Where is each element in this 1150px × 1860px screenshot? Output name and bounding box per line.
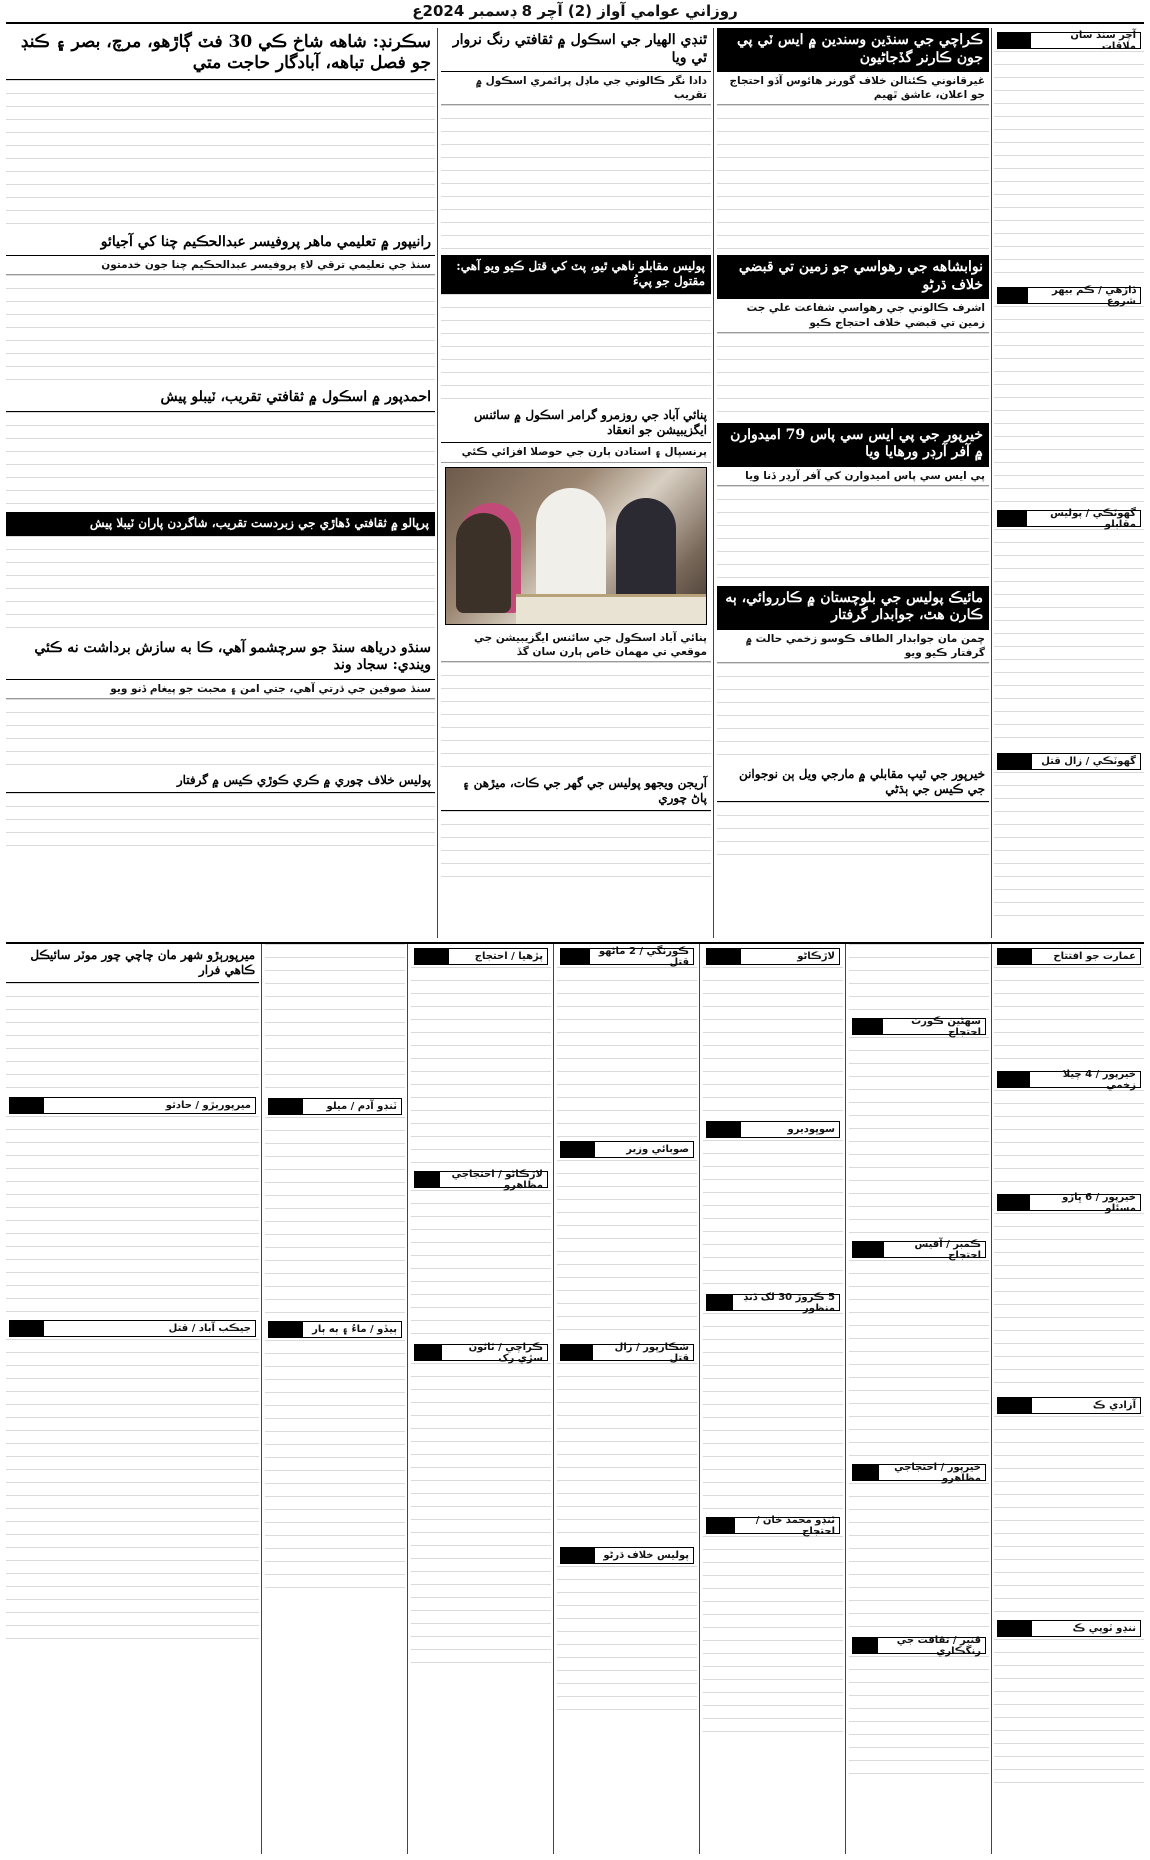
article-body [557, 967, 697, 1137]
article-body [849, 1656, 989, 1776]
headline: آريجن ويجهو پوليس جي گهر جي ڪات، ميڙهن ۽ پاڻ چوري [441, 772, 711, 811]
article-body [703, 1536, 843, 1736]
subheadline: اشرف ڪالوني جي رهواسي شفاعت علي جت زمين تي قبضي خلاف احتجاج ڪيو [717, 299, 989, 332]
dateline-tag [414, 1168, 548, 1191]
tag-label: ٽنڊو آدم / ميلو [326, 1101, 397, 1112]
tag-label: خيرپور / احتجاجي مظاهرو [894, 1461, 981, 1484]
tag-label: عمارت جو افتتاح [1053, 951, 1136, 962]
masthead: روزاني عوامي آواز (2) آچر 8 ڊسمبر 2024ع [6, 0, 1144, 24]
tag-label: ميرپورٻڙو / حادثو [165, 1100, 251, 1111]
dateline-tag [560, 945, 694, 968]
tag-label: جيڪب آباد / قتل [168, 1323, 251, 1334]
dateline-tag [706, 1514, 840, 1537]
dateline-tag [997, 1397, 1141, 1414]
tag-black-block [10, 1098, 44, 1113]
column-rule [713, 28, 714, 938]
article-body [994, 1639, 1144, 1789]
tag-black-block [707, 1122, 741, 1137]
article-body [6, 983, 259, 1093]
headline: پنائي آباد جي روزمرو گرامر اسڪول ۾ سائنس ايگزيبيشن جو انعقاد [441, 404, 711, 443]
dateline-tag [852, 1015, 986, 1038]
headline: خيرپور جي پي ايس سي پاس 79 اميدوارن ۾ آفر آرڊر ورهايا ويا [717, 423, 989, 467]
bottom-col-2 [849, 944, 989, 1854]
photo-figure [536, 488, 606, 608]
dateline-tag [997, 948, 1141, 965]
article-body [265, 1117, 405, 1317]
tag-black-block [853, 1242, 884, 1257]
article-body [6, 1116, 259, 1316]
tag-label: گهوٽڪي / پوليس مقابلو [1050, 507, 1136, 530]
column-rule [407, 944, 408, 1854]
bottom-col-1 [994, 944, 1144, 1854]
bottom-col-5 [411, 944, 551, 1854]
column-rule [845, 944, 846, 1854]
dateline-tag [997, 29, 1141, 52]
tag-black-block [707, 1518, 735, 1533]
article-body [994, 772, 1144, 922]
headline: مائيڪ پوليس جي بلوچستان ۾ ڪارروائي، ٻه ڪارن هٿ، جوابدار گرفتار [717, 586, 989, 630]
tag-black-block [998, 1398, 1032, 1413]
column-rule [261, 944, 262, 1854]
headline: احمدپور ۾ اسڪول ۾ ثقافتي تقريب، ٽيبلو پيش [6, 385, 435, 412]
tag-label: گهوٽڪي / زال قتل [1041, 756, 1136, 767]
subheadline: پي ايس سي پاس اميدوارن کي آفر آرڊر ڏنا ويا [717, 467, 989, 486]
column-rule [699, 944, 700, 1854]
article-body [717, 802, 989, 862]
tag-label: لاڙڪاڻو [797, 951, 835, 962]
tag-label: خيرپور / 6 ڀاڙو مسئلو [1062, 1191, 1136, 1214]
article-body [411, 967, 551, 1167]
tag-label: سهڻين ڪورٽ احتجاج [911, 1015, 981, 1038]
article-body [849, 1260, 989, 1460]
tag-black-block [415, 1172, 440, 1187]
subheadline: پرنسپال ۽ استادن ٻارن جي حوصلا افزائي ڪئي [441, 443, 711, 462]
tag-label: آزادي ڪ [1092, 1400, 1136, 1411]
article-body [994, 306, 1144, 506]
tag-label: خيرپور / 4 چيلا زخمي [1062, 1068, 1136, 1091]
article-body [717, 486, 989, 586]
tag-label: 5 ڪروڙ 30 لک ڏنڊ منظور [743, 1291, 835, 1314]
headline: خيرپور جي ٿيپ مقابلي ۾ مارجي ويل ٻن نوجوانن جي ڪيس جي ٻڌڻي [717, 763, 989, 802]
dateline-tag [9, 1320, 256, 1337]
column-third [441, 28, 711, 938]
bottom-col-6 [265, 944, 405, 1854]
article-body [557, 1363, 697, 1543]
dateline-tag [706, 948, 840, 965]
article-body [717, 663, 989, 763]
top-section [6, 28, 1144, 938]
article-body [717, 333, 989, 423]
article-body [994, 529, 1144, 749]
headline: ميرپورٻڙو شهر مان چاچي چور موٽر سائيڪل ڪاهي فرار [6, 944, 259, 983]
dateline-tag [852, 1461, 986, 1484]
article-body [557, 1566, 697, 1716]
article-body [703, 1313, 843, 1513]
column-rule [553, 944, 554, 1854]
tag-label: سوڀوديرو [787, 1124, 835, 1135]
dateline-tag [852, 1634, 986, 1657]
article-body [6, 793, 435, 853]
bottom-col-3 [703, 944, 843, 1854]
article-body [411, 1363, 551, 1663]
tag-black-block [415, 949, 449, 964]
tag-black-block [998, 949, 1032, 964]
article-body [994, 1416, 1144, 1616]
article-body [717, 105, 989, 255]
tag-black-block [561, 1548, 595, 1563]
column-rule [991, 28, 992, 938]
dateline-tag [560, 1547, 694, 1564]
photo-caption: پنائي آباد اسڪول جي سائنس ايگزيبيشن جي موقعي تي مهمان خاص ٻارن سان گڏ [441, 629, 711, 662]
tag-label: صوبائي وزير [626, 1144, 689, 1155]
dateline-tag [997, 1191, 1141, 1214]
column-right-narrow [994, 28, 1144, 938]
tag-label: قنبر / ثقافت جي رنگڪاري [896, 1634, 981, 1657]
tag-label: ٻيڏو / ماءُ ۽ ٻه ٻار [312, 1324, 397, 1335]
headline: رانيپور ۾ تعليمي ماهر پروفيسر عبدالحڪيم چنا کي آجيائو [6, 230, 435, 257]
subheadline: چمن مان جوابدار الطاف ڪوسو زخمي حالت ۾ گرفتار ڪيو ويو [717, 630, 989, 663]
headline: پوليس مقابلو ناهي ٿيو، پٽ کي قتل ڪيو ويو آهي: مقتول جو پيءُ [441, 255, 711, 294]
tag-black-block [998, 511, 1027, 526]
tag-black-block [269, 1099, 303, 1114]
dateline-tag [997, 284, 1141, 307]
tag-black-block [998, 1072, 1030, 1087]
article-body [6, 412, 435, 512]
article-body [703, 1140, 843, 1290]
article-body [6, 1339, 259, 1639]
dateline-tag [268, 1098, 402, 1115]
tag-label: آچر سنڌ سان ملاقات [1070, 29, 1136, 52]
photo-figure [616, 498, 676, 608]
tag-black-block [853, 1019, 883, 1034]
article-body [994, 1090, 1144, 1190]
photo-table [516, 594, 707, 624]
dateline-tag [852, 1238, 986, 1261]
dateline-tag [414, 1341, 548, 1364]
dateline-tag [560, 1141, 694, 1158]
dateline-tag [997, 753, 1141, 770]
article-body [994, 967, 1144, 1067]
tag-label: ڪراچي / ٽائون سڙي رک [468, 1341, 543, 1364]
tag-black-block [853, 1465, 879, 1480]
tag-black-block [561, 1142, 595, 1157]
column-rule [991, 944, 992, 1854]
tag-black-block [998, 1621, 1032, 1636]
headline: پرپالو ۾ ثقافتي ڏهاڙي جي زبردست تقريب، شاگردن پاران ٽيبلا پيش [6, 512, 435, 536]
dateline-tag [997, 507, 1141, 530]
tag-black-block [415, 1345, 442, 1360]
article-body [6, 699, 435, 769]
dateline-tag [560, 1341, 694, 1364]
dateline-tag [706, 1291, 840, 1314]
article-body [265, 1340, 405, 1590]
bottom-col-4 [557, 944, 697, 1854]
article-body [441, 811, 711, 881]
tag-label: ڪمبر / آفيس احتجاج [914, 1238, 981, 1261]
tag-black-block [707, 949, 741, 964]
tag-black-block [561, 1345, 593, 1360]
subheadline: غيرقانوني ڪئنالن خلاف گورنر هائوس آڏو احتجاج جو اعلان، عاشق ٿهيم [717, 72, 989, 105]
dateline-tag [268, 1321, 402, 1338]
tag-black-block [269, 1322, 303, 1337]
tag-label: ڪورنگي / 2 ماڻهو قتل [598, 945, 689, 968]
tag-black-block [998, 33, 1031, 48]
article-body [849, 944, 989, 1014]
tag-black-block [998, 1195, 1030, 1210]
tag-label: پڙهيا / احتجاج [474, 951, 543, 962]
article-body [441, 294, 711, 404]
dateline-tag [997, 1068, 1141, 1091]
subheadline: سنڌ جي تعليمي ترقي لاءِ پروفيسر عبدالحڪيم چنا جون خدمتون [6, 256, 435, 275]
column-left-wide [6, 28, 435, 938]
article-body [849, 1483, 989, 1633]
article-body [6, 275, 435, 385]
article-body [265, 944, 405, 1094]
dateline-tag [9, 1097, 256, 1114]
article-body [6, 80, 435, 230]
tag-black-block [561, 949, 590, 964]
tag-black-block [707, 1295, 733, 1310]
article-body [441, 662, 711, 772]
headline: سنڌو درياهه سنڌ جو سرچشمو آهي، ڪا به سازش برداشت نه ڪئي ويندي: سجاد وند [6, 636, 435, 680]
tag-label: ٽنڊو محمد خان / احتجاج [755, 1514, 835, 1537]
tag-label: لاڙڪاڻو / احتجاجي مظاهرو [451, 1168, 543, 1191]
bottom-section [6, 942, 1144, 1854]
tag-black-block [998, 754, 1032, 769]
article-body [703, 967, 843, 1117]
tag-label: شڪارپور / زال قتل [614, 1341, 689, 1364]
bottom-col-7 [6, 944, 259, 1854]
article-body [849, 1037, 989, 1237]
article-body [411, 1190, 551, 1340]
photo-figure [456, 513, 511, 613]
subheadline: دادا نگر ڪالوني جي ماڊل پرائمري اسڪول ۾ تقريب [441, 72, 711, 105]
article-body [441, 105, 711, 255]
headline: ڪراچي جي سنڌين وسندين ۾ ايس ٽي پي جون ڪارنر گڏجاڻيون [717, 28, 989, 72]
subheadline: سنڌ صوفين جي ڌرتي آهي، جتي امن ۽ محبت جو پيغام ڏنو ويو [6, 680, 435, 699]
article-body [557, 1160, 697, 1340]
dateline-tag [414, 948, 548, 965]
lead-headline: سڪرنڊ: شاهه شاخ ڪي 30 فٽ ڳاڙهو، مرچ، بصر ۽ ڪنڊ جو فصل تباهه، آبادگار حاجت متي [6, 28, 435, 80]
tag-black-block [998, 288, 1028, 303]
headline: نوابشاهه جي رهواسي جو زمين تي قبضي خلاف ڌرڻو [717, 255, 989, 299]
tag-label: ننڍو ٽوپي ڪ [1072, 1623, 1136, 1634]
headline: پوليس خلاف چوري ۾ ڪري ڪوڙي ڪيس ۾ گرفتار [6, 769, 435, 793]
article-body [994, 51, 1144, 283]
tag-label: ڏاڙهي / ڪم بيهر شروع [1051, 284, 1136, 307]
dateline-tag [706, 1121, 840, 1138]
column-rule [437, 28, 438, 938]
column-second [717, 28, 989, 938]
headline: ٿنڊي الهيار جي اسڪول ۾ ثقافتي رنگ نروار ٿي ويا [441, 28, 711, 72]
tag-black-block [10, 1321, 44, 1336]
tag-label: پوليس خلاف ڌرڻو [603, 1550, 689, 1561]
news-photo [445, 467, 707, 625]
article-body [994, 1213, 1144, 1393]
article-body [6, 536, 435, 636]
dateline-tag [997, 1620, 1141, 1637]
tag-black-block [853, 1638, 878, 1653]
